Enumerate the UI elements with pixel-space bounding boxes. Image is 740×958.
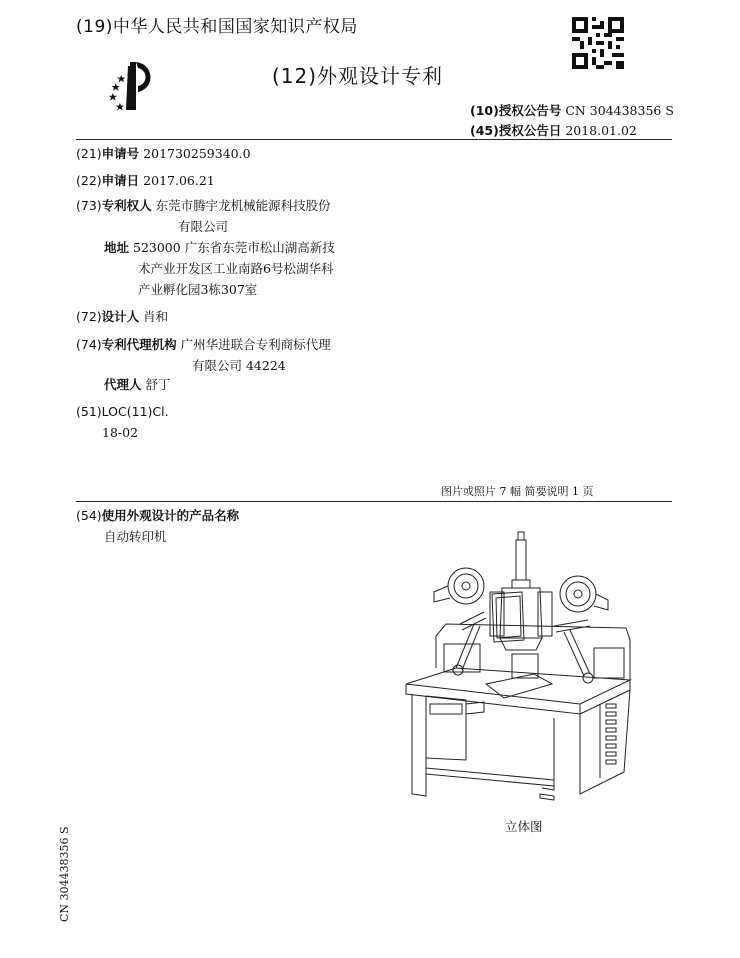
drawer: [430, 704, 462, 714]
address: [104, 237, 335, 258]
header-divider: [76, 139, 672, 140]
field-label: 申请号: [101, 146, 140, 161]
field-label: 地址: [104, 240, 130, 255]
application-number: [76, 143, 251, 164]
publication-number-label: (10)授权公告号: [470, 103, 562, 118]
publication-date-value: 2018.01.02: [565, 123, 637, 138]
stack-light-cap: [518, 532, 524, 540]
field-label: 申请日: [101, 173, 140, 188]
vent-slots: [606, 704, 616, 764]
field-label: 专利权人: [101, 198, 152, 213]
field-label: 使用外观设计的产品名称: [101, 508, 240, 523]
agent: [104, 374, 171, 395]
field-value: 广州华进联合专利商标代理: [180, 337, 331, 352]
field-value: 523000 广东省东莞市松山湖高新技: [133, 240, 335, 255]
field-code: (54): [76, 508, 102, 523]
cnipa-emblem-icon: [108, 58, 156, 114]
publication-number: [470, 101, 674, 119]
field-value: 舒丁: [145, 377, 171, 392]
stack-light: [516, 540, 526, 580]
patent-agency-line2: 有限公司 44224: [192, 358, 286, 373]
address-line2: 术产业开发区工业南路6号松湖华科: [138, 261, 334, 276]
product-name: 自动转印机: [104, 529, 167, 544]
field-value: 201730259340.0: [143, 146, 251, 161]
right-foil-reel: [560, 576, 596, 612]
patent-agency: [76, 334, 331, 355]
field-label: 设计人: [101, 309, 140, 324]
field-value: 2017.06.21: [143, 173, 215, 188]
patentee: [76, 195, 331, 216]
field-code: (73): [76, 198, 102, 213]
field-code: (72): [76, 309, 102, 324]
document-type: (12)外观设计专利: [272, 64, 444, 88]
picture-count: 图片或照片 7 幅 简要说明 1 页: [441, 485, 594, 498]
application-date: [76, 170, 215, 191]
field-label: 专利代理机构: [101, 337, 177, 352]
publication-date: [470, 121, 637, 139]
section-divider: [76, 501, 672, 502]
qr-code-icon: [572, 17, 624, 69]
field-value: 东莞市腾宇龙机械能源科技股份: [155, 198, 331, 213]
loc-classification-value: 18-02: [102, 425, 139, 440]
office-name: (19)中华人民共和国国家知识产权局: [76, 17, 358, 37]
publication-number-value: CN 304438356 S: [565, 103, 674, 118]
address-line3: 产业孵化园3栋307室: [138, 282, 258, 297]
field-value: 肖和: [143, 309, 169, 324]
product-name-heading: [76, 505, 239, 526]
work-table: [406, 668, 630, 704]
designer: [76, 306, 168, 327]
loc-classification: [76, 401, 169, 422]
field-code: (22): [76, 173, 102, 188]
field-label: 代理人: [104, 377, 142, 392]
field-code: (51)LOC(11)Cl.: [76, 404, 169, 419]
publication-date-label: (45)授权公告日: [470, 123, 562, 138]
field-code: (74): [76, 337, 102, 352]
figure-caption: 立体图: [505, 819, 543, 834]
side-publication-number: CN 304438356 S: [58, 826, 71, 922]
field-code: (21): [76, 146, 102, 161]
left-foil-reel: [448, 568, 484, 604]
machine-perspective-drawing: [404, 528, 648, 806]
patentee-line2: 有限公司: [178, 219, 229, 234]
